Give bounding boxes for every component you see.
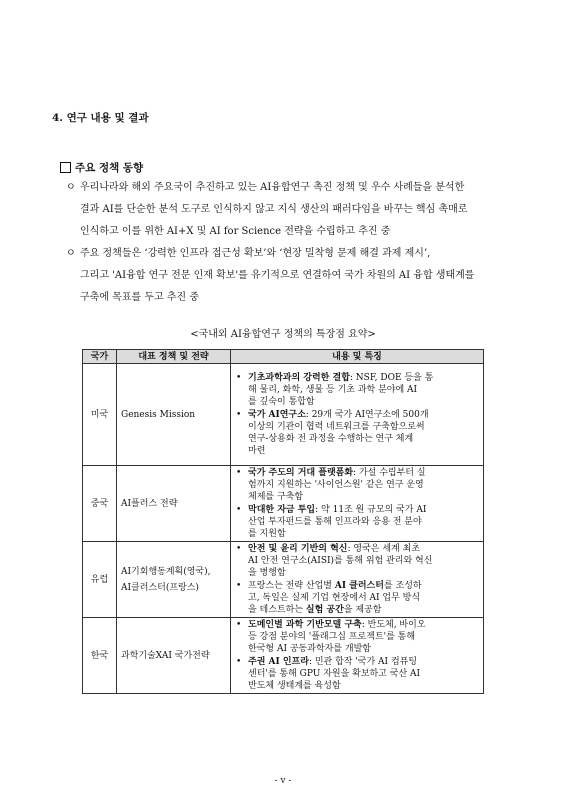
country-cell: 유럽: [83, 542, 117, 618]
policy-name: AI플러스 전략: [121, 498, 178, 509]
bullet-dot-icon: •: [236, 581, 242, 591]
text-segment: 연구-상용화 전 과정을 수행하는 연구 체계: [248, 434, 414, 444]
content-cell: [231, 618, 484, 694]
policy-cell: [117, 364, 231, 466]
content-line: [248, 631, 479, 643]
text-segment: 한국형 AI 공동과학자를 개발함: [248, 644, 371, 654]
content-line: [248, 619, 479, 631]
bold-text: 기초과학과의 강력한 결합: [248, 373, 350, 383]
bold-text: 국가 AI연구소: [248, 410, 306, 420]
text-segment: 험까지 지원하는 '사이언스원' 같은 연구 운영: [248, 480, 424, 490]
content-line: [248, 668, 479, 680]
content-item: [234, 372, 479, 408]
content-item: [234, 543, 479, 579]
content-item: [234, 467, 479, 503]
text-segment: 마련: [248, 446, 266, 456]
content-item: [234, 409, 479, 457]
content-line: [248, 604, 479, 616]
bold-text: 실험 공간: [305, 605, 344, 615]
text-segment: 센터'를 통해 GPU 자원을 확보하고 국산 AI: [248, 669, 421, 679]
content-line: [248, 467, 479, 479]
bold-text: 막대한 자금 투입: [248, 505, 316, 515]
header-country: 국가: [83, 350, 117, 364]
content-line: [248, 567, 479, 579]
text-segment: 를 지원함: [248, 529, 286, 539]
content-cell: [231, 364, 484, 466]
text-segment: : 29개 국가 AI연구소에 500개: [305, 410, 429, 420]
paragraph-line: 결과 AI를 단순한 분석 도구로 인식하지 않고 지식 생산의 패러다임을 바꾸는 핵심 촉매로: [80, 204, 468, 215]
header-policy: 대표 정책 및 전략: [117, 350, 231, 364]
text-segment: AI 안전 연구소(AISI)를 통해 위험 관리와 혁신: [248, 556, 433, 566]
content-line: [248, 643, 479, 655]
header-content: 내용 및 특징: [231, 350, 484, 364]
content-line: [248, 592, 479, 604]
paragraph-line: 구축에 목표를 두고 추진 중: [80, 292, 199, 303]
text-segment: : 약 11조 원 규모의 국가 AI: [315, 505, 427, 515]
content-line: [248, 656, 479, 668]
country-cell: 중국: [83, 466, 117, 542]
text-segment: 을 테스트하는: [248, 605, 306, 615]
table-row: [83, 364, 484, 466]
content-line: [248, 479, 479, 491]
text-segment: 등 강점 분야의 '플래그십 프로젝트'를 통해: [248, 632, 416, 642]
bullet-dot-icon: •: [236, 505, 242, 515]
bullet-dot-icon: •: [236, 620, 242, 630]
content-line: [248, 384, 479, 396]
content-item: [234, 656, 479, 692]
text-segment: 를 조성하: [383, 581, 422, 591]
table-body: [83, 364, 484, 694]
table-header-row: [83, 350, 484, 364]
content-line: [248, 516, 479, 528]
content-line: [248, 543, 479, 555]
content-line: [248, 555, 479, 567]
subsection-heading: [60, 160, 143, 175]
country-cell: 한국: [83, 618, 117, 694]
content-line: [248, 372, 479, 384]
text-segment: 해 물리, 화학, 생물 등 기초 과학 분야에 AI: [248, 385, 418, 395]
text-segment: : 반도체, 바이오: [361, 620, 426, 630]
policy-name: 과학기술XAI 국가전략: [121, 650, 210, 661]
paragraph-line: 그리고 'AI융합 연구 전문 인재 확보'를 유기적으로 연결하여 국가 차원의 AI 융합 생태계를: [80, 270, 475, 281]
content-item: [234, 619, 479, 655]
policy-cell: [117, 542, 231, 618]
bullet-dot-icon: •: [236, 410, 242, 420]
bullet-dot-icon: •: [236, 544, 242, 554]
content-line: [248, 680, 479, 692]
policy-name: AI기회행동계획(영국),: [121, 566, 211, 577]
square-bullet-icon: [60, 162, 71, 173]
content-line: [248, 528, 479, 540]
bullet-paragraph-1: [66, 177, 522, 243]
section-title: 4. 연구 내용 및 결과: [52, 112, 149, 124]
content-line: [248, 491, 479, 503]
text-segment: : NSF, DOE 등을 통: [349, 373, 434, 383]
policy-cell: [117, 618, 231, 694]
table-row: [83, 618, 484, 694]
content-item: [234, 504, 479, 540]
text-segment: : 가설 수립부터 실: [353, 468, 426, 478]
table-row: [83, 542, 484, 618]
subsection-title: 주요 정책 동향: [75, 162, 144, 174]
bold-text: 국가 주도의 거대 플랫폼화: [248, 468, 354, 478]
bullet-dot-icon: •: [236, 373, 242, 383]
table-caption: <국내외 AI융합연구 정책의 특장점 요약>: [190, 329, 376, 340]
content-cell: [231, 466, 484, 542]
page-number: - v -: [274, 776, 292, 786]
text-segment: 를 깊숙이 통합함: [248, 397, 315, 407]
paragraph-line: 주요 정책들은 ‘강력한 인프라 접근성 확보’와 ‘현장 밀착형 문제 해결 과제 제시’,: [80, 248, 431, 259]
bold-text: 안전 및 윤리 기반의 혁신: [248, 544, 348, 554]
policy-name: Genesis Mission: [121, 409, 196, 420]
table-row: [83, 466, 484, 542]
text-segment: 산업 투자펀드를 통해 인프라와 응용 전 분야: [248, 517, 422, 527]
text-segment: 반도체 생태계를 육성함: [248, 681, 341, 691]
content-line: [248, 409, 479, 421]
text-segment: 을 제공함: [343, 605, 382, 615]
paragraph-line: 우리나라와 해외 주요국이 추진하고 있는 AI융합연구 촉진 정책 및 우수 사례들을 분석한: [80, 182, 465, 193]
bullet-marker: ㅇ: [66, 248, 76, 259]
text-segment: 이상의 기관이 협력 네트워크를 구축함으로써: [248, 422, 425, 432]
content-line: [248, 396, 479, 408]
content-line: [248, 433, 479, 445]
policy-summary-table: [82, 349, 484, 694]
content-item: [234, 580, 479, 616]
policy-name: AI클러스터(프랑스): [121, 582, 199, 593]
policy-cell: [117, 466, 231, 542]
content-cell: [231, 542, 484, 618]
country-cell: 미국: [83, 364, 117, 466]
content-line: [248, 504, 479, 516]
text-segment: 프랑스는 전략 산업별: [248, 581, 335, 591]
bullet-marker: ㅇ: [66, 182, 76, 193]
bold-text: 도메인별 과학 기반모델 구축: [248, 620, 362, 630]
text-segment: : 영국은 세계 최초: [347, 544, 420, 554]
text-segment: 고, 독일은 실제 기업 현장에서 AI 업무 방식: [248, 593, 421, 603]
bold-text: AI 클러스터: [334, 581, 384, 591]
content-line: [248, 445, 479, 457]
paragraph-line: 인식하고 이를 위한 AI+X 및 AI for Science 전략을 수립하고 추진 중: [80, 226, 391, 237]
text-segment: 을 병행함: [248, 568, 286, 578]
bold-text: 주권 AI 인프라: [248, 657, 309, 667]
bullet-paragraph-2: [66, 243, 522, 309]
text-segment: 체제를 구축함: [248, 492, 304, 502]
text-segment: : 민관 합작 '국가 AI 컴퓨팅: [308, 657, 418, 667]
content-line: [248, 580, 479, 592]
bullet-dot-icon: •: [236, 657, 242, 667]
bullet-dot-icon: •: [236, 468, 242, 478]
content-line: [248, 421, 479, 433]
